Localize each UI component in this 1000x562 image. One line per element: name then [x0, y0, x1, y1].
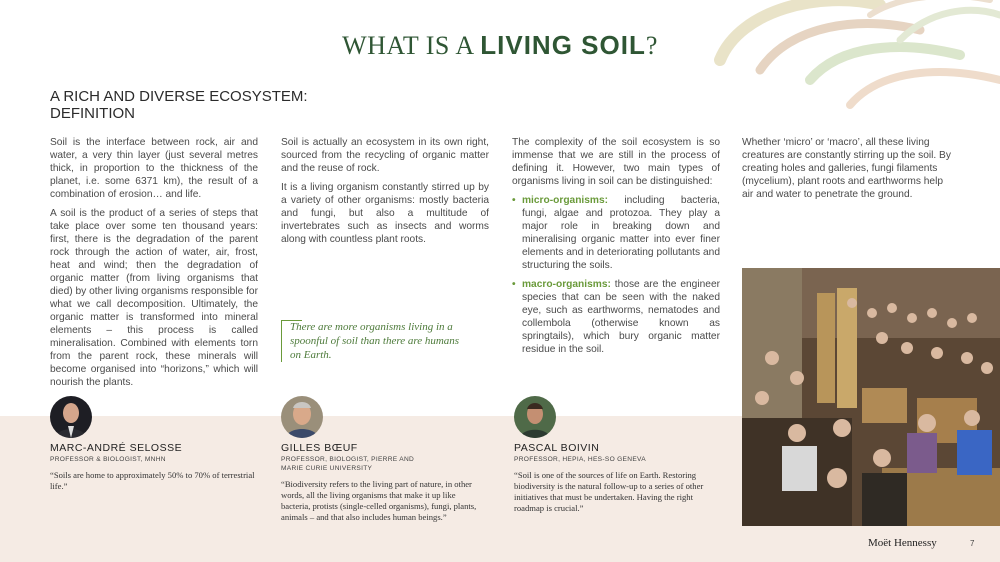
expert-name: GILLES BŒUF — [281, 442, 358, 454]
paragraph: The complexity of the soil ecosystem is so immense that we are still in the process of defining it. However, two main types of organisms living in soil can be distinguished: — [512, 137, 720, 187]
text-column-4 — [742, 136, 952, 207]
paragraph: Whether ‘micro’ or ‘macro’, all these living creatures are constantly stirring up the soil. By creating holes and galleries, fungi filaments (mycelium), plant roots and earthworms help air and water to penetrate the ground. — [742, 137, 951, 200]
avatar-marc-andre-selosse — [50, 396, 92, 438]
title-suffix: ? — [645, 31, 658, 60]
expert-name: MARC-ANDRÉ SELOSSE — [50, 442, 183, 454]
bullet-dot-icon: • — [512, 195, 516, 206]
bullet-term: macro-organisms: — [522, 279, 611, 290]
expert-role: PROFESSOR, BIOLOGIST, PIERRE AND MARIE CURIE UNIVERSITY — [281, 456, 415, 472]
callout-tick — [282, 320, 302, 321]
bullet-term: micro-organisms: — [522, 195, 609, 206]
bullet-text: those are the engineer species that can be seen with the naked eye, such as earthworms, nematodes and collembola (otherwise known as springtails), which bury organic matter residue in the soil. — [522, 279, 720, 355]
expert-role: PROFESSOR & BIOLOGIST, MNHN — [50, 456, 166, 463]
expert-quote: “Soil is one of the sources of life on Earth. Restoring biodiversity is the natural follow-up to a series of other initiatives that must be undertaken. Having the right roadmap is crucial.” — [514, 470, 704, 513]
callout-quote — [281, 320, 460, 362]
title-highlight: LIVING SOIL — [480, 30, 646, 60]
brand-logo-text: Moët Hennessy — [868, 537, 937, 549]
text-column-1 — [50, 136, 258, 395]
bullet-dot-icon: • — [512, 279, 516, 290]
expert-name: PASCAL BOIVIN — [514, 442, 600, 454]
expert-quote: “Biodiversity refers to the living part of nature, in other words, all the living organisms that make it up like bacteria, protists (single-celled organisms), fungi, plants, animals – and that also includes human beings.” — [281, 479, 477, 522]
text-column-3 — [512, 136, 720, 362]
section-subtitle: A RICH AND DIVERSE ECOSYSTEM: DEFINITION — [50, 88, 308, 122]
text-column-2 — [281, 136, 489, 252]
bullet-text: including bacteria, fungi, algae and protozoa. They play a major role in breaking down and mineralising organic matter into ever finer elements and in deteriorating pollutants and structuring the soils. — [522, 195, 720, 271]
avatar-pascal-boivin — [514, 396, 556, 438]
expert-quote: “Soils are home to approximately 50% to 70% of terrestrial life.” — [50, 470, 255, 491]
paragraph: It is a living organism constantly stirred up by a variety of other organisms: mostly bacteria and fungi, but also a multitude of invertebrates such as insects and worms along with countless plant roots. — [281, 182, 489, 245]
avatar-gilles-boeuf — [281, 396, 323, 438]
paragraph: Soil is actually an ecosystem in its own right, sourced from the recycling of organic matter and the reuse of rock. — [281, 137, 489, 174]
paragraph: Soil is the interface between rock, air and water, a very thin layer (just several metres thick, in proportion to the thickness of the planet, i.e. some 6371 km), the result of a combination of erosion… and life. — [50, 137, 258, 200]
title-prefix: WHAT IS A — [342, 31, 481, 60]
page-title — [0, 30, 1000, 61]
bullet-micro-organisms — [512, 194, 720, 272]
callout-text: There are more organisms living in a spoonful of soil than there are humans on Earth. — [290, 321, 460, 361]
bullet-macro-organisms — [512, 278, 720, 356]
expert-role: PROFESSOR, HEPIA, HES-SO GENEVA — [514, 456, 646, 463]
event-audience-photo — [742, 268, 1000, 526]
page-number: 7 — [970, 539, 975, 548]
paragraph: A soil is the product of a series of steps that take place over some ten thousand years: first, there is the degradation of the parent rock through the action of water, air, frost, heat and wind; then the degradation of organic matter (from living organisms that died) by other living organisms responsible for what we call decomposition. Ultimately, the organic matter is transformed into mineral elements – this process is called mineralisation. Combined with elements torn from the parent rock, these minerals will become organised into “horizons,” which will nourish the plants. — [50, 208, 258, 388]
